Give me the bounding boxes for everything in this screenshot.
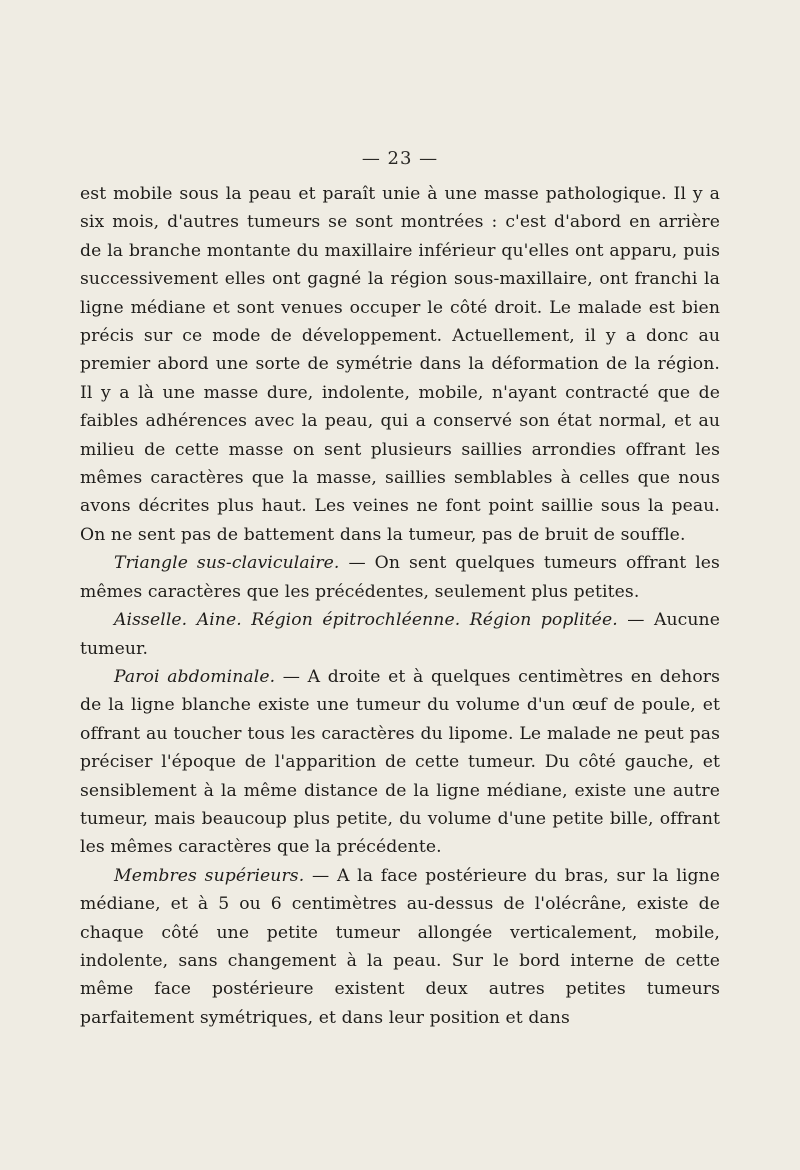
- body-text: [80, 180, 720, 1032]
- paragraph-intro: [80, 180, 720, 549]
- paragraph-text: — Aucune tumeur.: [80, 610, 720, 659]
- paragraph-triangle-sus-claviculaire: [80, 549, 720, 606]
- paragraph-text: — On sent quelques tumeurs offrant les mêmes caractères que les précédentes, seulement plus petites.: [80, 553, 720, 602]
- paragraph-text: — A la face postérieure du bras, sur la ligne médiane, et à 5 ou 6 centimètres au-dessus de l'olécrâne, existe de chaque côté une petite tumeur allongée verticalement, mobile, indolente, sans changement à la peau. Sur le bord interne de cette même face postérieure existent deux autres petites tumeurs parfaitement symétriques, et dans leur position et dans: [80, 865, 721, 1028]
- paragraph-membres-superieurs: [80, 862, 720, 1032]
- section-heading: Triangle sus-claviculaire.: [114, 553, 340, 574]
- section-heading: Aisselle. Aine. Région épitrochléenne. Région poplitée.: [114, 610, 618, 631]
- page-number: — 23 —: [361, 148, 439, 169]
- section-heading: Paroi abdominale.: [114, 666, 276, 687]
- paragraph-text: est mobile sous la peau et paraît unie à une masse pathologique. Il y a six mois, d'autres tumeurs se sont montrées : c'est d'abord en arrière de la branche montante du maxillaire inférieur qu'elles ont apparu, puis successivement elles ont gagné la région sous-maxillaire, ont franchi la ligne médiane et sont venues occuper le côté droit. Le malade est bien précis sur ce mode de développement. Actuellement, il y a donc au premier abord une sorte de symétrie dans la déformation de la région. Il y a là une masse dure, indolente, mobile, n'ayant contracté que de faibles adhérences avec la peau, qui a conservé son état normal, et au milieu de cette masse on sent plusieurs saillies arrondies offrant les mêmes caractères que la masse, saillies semblables à celles que nous avons décrites plus haut. Les veines ne font point saillie sous la peau. On ne sent pas de battement dans la tumeur, pas de bruit de souffle.: [80, 184, 720, 545]
- section-heading: Membres supérieurs.: [114, 865, 305, 886]
- paragraph-aisselle: [80, 606, 720, 663]
- paragraph-text: — A droite et à quelques centimètres en dehors de la ligne blanche existe une tumeur du volume d'un œuf de poule, et offrant au toucher tous les caractères du lipome. Le malade ne peut pas préciser l'époque de l'apparition de cette tumeur. Du côté gauche, et sensiblement à la même distance de la ligne médiane, existe une autre tumeur, mais beaucoup plus petite, du volume d'une petite bille, offrant les mêmes caractères que la précédente.: [80, 666, 721, 858]
- paragraph-paroi-abdominale: [80, 663, 720, 862]
